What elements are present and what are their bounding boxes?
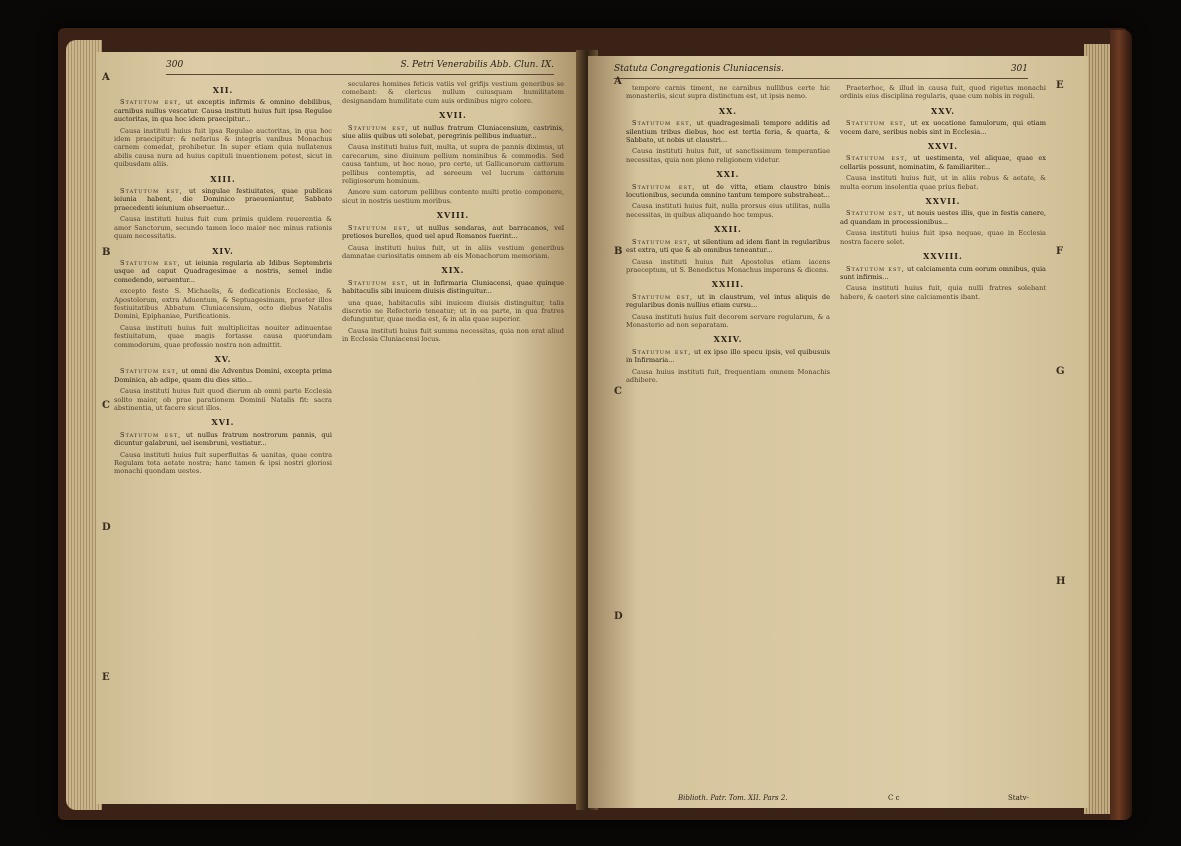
section-text: ut omni die Adventus Domini, excepta prima Dominica, ab adipe, quam diu dies sitio... [114, 367, 332, 384]
section-text: ut silentium ad idem fiant in regularibus est extra, uti que & ab omnibus teneantur... [626, 237, 830, 255]
margin-letter: D [614, 611, 623, 622]
section-text: ut nullus fratrum Cluniacensium, castrinis, siue aliis quibus uti solebat, peregrinis pellibus induatur... [342, 123, 564, 141]
section-text: ut nouis uestes illis, que in festis canere, ad quandam in processionibus... [840, 209, 1046, 226]
section-lead: Statutum est, [846, 119, 907, 128]
margin-letter: B [614, 246, 623, 257]
section-text: ut exceptis infirmis & omnino debilibus, carnibus nullus vescatur. Causa instituti huius fuit ipsa Regulae auctoritas, in qua hoc idem praecipitur... [114, 98, 332, 124]
left-running-head [166, 60, 554, 75]
section-number: XV. [214, 353, 232, 364]
section: XXIII. Statutum est, ut in claustrum, vel intus aliquis de regularibus donis nullius etiam cursu... Causa instituti huius fuit decorem servare regularum, & a Monasterio ad non separatam. [626, 279, 830, 329]
section: XIV. Statutum est, ut ieiunia regularia ab Idibus Septembris usque ad caput Quadragesimae a nostris, semel indie comedendo, seruentur... excepto festo S. Michaelis, & dedicationis Ecclesiae, & Apostolorum, extra Aduentum, & Septuagesimam, praeter illos festiuitatibus Abbatum Cluniacensium, octo diebus Natalis Domini, Epiphaniae, Purificationis. Causa instituti huius fuit multiplicitas nouiter adinuentae festiuitatum, quae magis fortasse causa quorundam commodorum, quae professio nostra non admittit. [114, 245, 332, 349]
section-text: ut uestimenta, vel aliquae, quae ex cellariis possunt, nominatim, & familiariter... [840, 154, 1046, 171]
section-number: XXVII. [925, 196, 961, 207]
catchword: Statv- [1008, 794, 1029, 802]
right-page-number: 301 [1010, 64, 1028, 74]
section-lead: Statutum est, [120, 258, 181, 267]
margin-letter: F [1056, 246, 1064, 257]
margin-letter: C [614, 386, 622, 397]
section: XX. Statutum est, ut quadragesimali tempore additis ad silentium tribus diebus, hoc est tertia feria, & quarta, & Sabbato, ut nobis ut claustri... Causa instituti huius fuit, ut sanctissimum temperantiae necessitas, quia non pleno religionem videtur. [626, 105, 830, 164]
right-column-2: Praeterhoc, & illud in causa fuit, quod rigetus monachi ordinis eius disciplina regularis, quae cum nobis in reguli. XXV. Statutum est, ut ex uocatione famulorum, qui etiam vocem dare, seribus nobis sint in Ecclesia... XXVI. Statutum est, ut uestimenta, vel aliquae, quae ex cellariis possunt, nominatim, & familiariter... Causa instituti huius fuit, ut in aliis rebus & aetate, & multa eorum insolentia quae prius fiebat. XXVII. Statutum est, ut nouis uestes illis, que in festis canere, ad quandam in processionibus... Causa instituti huius fuit ipsa nequae, quae in Ecclesia nostra facere solet. XXVIII. Statutum est, ut calciamenta cum eorum omnibus, quia sunt infirmis... Causa instituti huius fuit, quia nulli fratres solebant habere, & caeteri sine calciamentis ibant. [840, 84, 1046, 301]
section-number: XIII. [210, 173, 236, 184]
section-lead: Statutum est, [846, 264, 905, 273]
section: XVIII. Statutum est, ut nullus sendaras, aut barracanos, vel pretiosos burellos, quod uel apud Romanos fuerint... Causa instituti huius fuit, ut in aliis vestium generibus damnatae curiositatis omnem ab eis Monachorum memoriam. [342, 210, 564, 260]
section-text: ut ieiunia regularia ab Idibus Septembris usque ad caput Quadragesimae a nostris, semel indie comedendo, seruentur... [114, 258, 332, 284]
section: XVI. Statutum est, ut nullus fratrum nostrorum pannis, qui dicuntur galabruni, uel isembruni, vestiatur... Causa instituti huius fuit superfluitas & uanitas, quae contra Regulam tota aetate nostra; hanc tamen & ipsi nostri gloriosi monachi quondam uestes. [114, 417, 332, 476]
section-text: ut calciamenta cum eorum omnibus, quia sunt infirmis... [840, 264, 1046, 281]
left-running-title: S. Petri Venerabilis Abb. Clun. IX. [400, 60, 554, 70]
section-text: ut ex uocatione famulorum, qui etiam vocem dare, seribus nobis sint in Ecclesia... [840, 119, 1046, 136]
margin-letter: B [102, 247, 111, 258]
section: XXII. Statutum est, ut silentium ad idem fiant in regularibus est extra, uti que & ab omnibus teneantur... Causa instituti huius fuit Apostolus etiam iacens praeceptum, ut S. Benedictus Monachus imperans & dicens. [626, 224, 830, 274]
section-text: ut quadragesimali tempore additis ad silentium tribus diebus, hoc est tertia feria, & quarta, & Sabbato, ut nobis ut claustri... [626, 119, 830, 145]
section-number: XVI. [211, 417, 235, 428]
margin-letter: E [1056, 80, 1064, 91]
section-lead: Statutum est, [632, 182, 696, 191]
section: XIX. Statutum est, ut in Infirmaria Cluniacensi, quae quinque habitaculis sibi inuicem diuisis distinguitur... una quae, habitaculis sibi inuicem diuisis distinguitur, talis discretio ne Refectorio teneatur; ut in ea parte, in qua fratres defunguntur, quae media est, & in alia quae superior. Causa instituti huius fuit summa necessitas, quia non erat aliud in Ecclesia Cluniacensi locus. [342, 265, 564, 344]
section: XXVIII. Statutum est, ut calciamenta cum eorum omnibus, quia sunt infirmis... Causa instituti huius fuit, quia nulli fratres solebant habere, & caeteri sine calciamentis ibant. [840, 251, 1046, 301]
right-running-head [614, 64, 1028, 79]
section-lead: Statutum est, [846, 209, 906, 218]
section-text: ut singulae festiuitates, quae publicas ieiunia habent, die Dominico praeueniantur, Sabbato praecedenti ieiunium obseruetur... [114, 187, 332, 212]
section-lead: Statutum est, [632, 119, 693, 128]
right-column-1: tempore carnis timent, ne carnibus nullibus certe hic monasteriis, sicut supra distinctum est, ut ipsis nemo. XX. Statutum est, ut quadragesimali tempore additis ad silentium tribus diebus, hoc est tertia feria, & quarta, & Sabbato, ut nobis ut claustri... Causa instituti huius fuit, ut sanctissimum temperantiae necessitas, quia non pleno religionem videtur. XXI. Statutum est, ut de vitta, etiam claustro binis locutionibus, secunda omnino tantum tempore substraheat... Causa instituti huius fuit, nulla prorsus eius utilitas, nulla necessitas, in quibus aliquando hoc tempus. XXII. Statutum est, ut silentium ad idem fiant in regularibus est extra, uti que & ab omnibus teneantur... Causa instituti huius fuit Apostolus etiam iacens praeceptum, ut S. Benedictus Monachus imperans & dicens. XXIII. Statutum est, ut in claustrum, vel intus aliquis de regularibus donis nullius etiam cursu... Causa instituti huius fuit decorem servare regularum, & a Monasterio ad non separatam. XXIV. Statutum est, ut ex ipso illo specu ipsis, vel quibusuis in Infirmaria... Causa huius instituti fuit, frequentiam omnem Monachis adhibere. [626, 84, 830, 384]
section-number: XVII. [439, 110, 467, 121]
section-number: XVIII. [436, 210, 470, 221]
section-lead: Statutum est, [632, 347, 692, 356]
right-page [588, 56, 1088, 808]
section-number: XXIII. [711, 279, 745, 290]
section-lead: Statutum est, [632, 292, 694, 301]
cover-edge-right [1110, 30, 1132, 820]
section: XV. Statutum est, ut omni die Adventus Domini, excepta prima Dominica, ab adipe, quam diu dies sitio... Causa instituti huius fuit quod dierum ab omni parte Ecclesia solito maior, ob prae parationem Dominii Natalis fit: sacra abstinentia, ut facere sicut illos. [114, 353, 332, 412]
left-page-number: 300 [166, 60, 184, 70]
section-lead: Statutum est, [120, 98, 182, 107]
section-number: XXVIII. [923, 251, 963, 262]
signature-mark: C c [888, 794, 900, 802]
margin-letter: D [102, 522, 111, 533]
section-number: XX. [718, 105, 738, 116]
left-column-1 [114, 80, 332, 782]
section-number: XXIV. [713, 334, 743, 345]
section-lead: Statutum est, [846, 154, 908, 163]
section-number: XXI. [716, 169, 740, 180]
margin-letter: C [102, 400, 110, 411]
margin-letter: G [1056, 366, 1065, 377]
margin-letter: A [102, 72, 110, 83]
section-text: ut nullus sendaras, aut barracanos, vel pretiosos burellos, quod uel apud Romanos fuerint... [342, 223, 564, 241]
section: XXVI. Statutum est, ut uestimenta, vel aliquae, quae ex cellariis possunt, nominatim, & familiariter... Causa instituti huius fuit, ut in aliis rebus & aetate, & multa eorum insolentia quae prius fiebat. [840, 141, 1046, 191]
section-number: XXVI. [927, 141, 959, 152]
right-running-title: Statuta Congregationis Cluniacensis. [614, 64, 784, 74]
section-lead: Statutum est, [120, 367, 179, 376]
section: XXIV. Statutum est, ut ex ipso illo specu ipsis, vel quibusuis in Infirmaria... Causa huius instituti fuit, frequentiam omnem Monachis adhibere. [626, 334, 830, 384]
section-text: ut in claustrum, vel intus aliquis de regularibus donis nullius etiam cursu... [626, 292, 830, 310]
section: XVII. Statutum est, ut nullus fratrum Cluniacensium, castrinis, siue aliis quibus uti solebat, peregrinis pellibus induatur... Causa instituti huius fuit, multa, ut supra de pannis diximus, ut carecarum, sine diuinum pellium nominibus & commodis. Sed causa tantum, ut hoc nouo, pro certe, ut Gallicanorum cattorum pellibus contemptis, ad sereeum vel lucrum cattorum religiosorum hominum. Amore sum catorum pellibus contento multi pretio componere, sicut in nostris uestium moribus. [342, 110, 564, 205]
section-number: XXII. [714, 224, 742, 235]
section: XIII. Statutum est, ut singulae festiuitates, quae publicas ieiunia habent, die Dominico praeueniantur, Sabbato praecedenti ieiunium obseruetur... Causa instituti huius fuit cum primis quidem reuerentia & amor Sanctorum, secundo tamen loco maior nec minus rationis quam necessitatis. [114, 173, 332, 241]
section-lead: Statutum est, [120, 430, 182, 439]
section-lead: Statutum est, [120, 187, 183, 196]
section-text: ut de vitta, etiam claustro binis locutionibus, secunda omnino tantum tempore substraheat... [626, 182, 830, 200]
section-number: XXV. [930, 105, 955, 116]
section-number: XIV. [212, 245, 234, 256]
section-lead: Statutum est, [632, 237, 691, 246]
section-text: ut nullus fratrum nostrorum pannis, qui dicuntur galabruni, uel isembruni, vestiatur... [114, 430, 332, 448]
section-lead: Statutum est, [348, 278, 409, 287]
section-number: XIX. [441, 265, 465, 276]
section: XXVII. Statutum est, ut nouis uestes illis, que in festis canere, ad quandam in processionibus... Causa instituti huius fuit ipsa nequae, quae in Ecclesia nostra facere solet. [840, 196, 1046, 246]
margin-letter: E [102, 672, 110, 683]
section: XII. Statutum est, ut exceptis infirmis & omnino debilibus, carnibus nullus vescatur. Causa instituti huius fuit ipsa Regulae auctoritas, in qua hoc idem praecipitur... Causa instituti huius fuit ipsa Regulae auctoritas, in qua hoc idem praecipitur: & nefarius & integris vanibus Monachus carnem comedat, prohibetur. In super etiam quia nullatenus abilis causa nura ad huius capituli inuentionem potest, sicut in quibusdam aliis. [114, 85, 332, 169]
left-column-2: seculares homines feticis vatiis vel grifijs vestium generibus se comebant: & clericus nullum cuiusquam humilitatem designandam humilitate cum suis ordinibus nigro colore. XVII. Statutum est, ut nullus fratrum Cluniacensium, castrinis, siue aliis quibus uti solebat, peregrinis pellibus induatur... Causa instituti huius fuit, multa, ut supra de pannis diximus, ut carecarum, sine diuinum pellium nominibus & commodis. Sed causa tantum, ut hoc nouo, pro certe, ut Gallicanorum cattorum pellibus contemptis, ad sereeum vel lucrum cattorum religiosorum hominum. Amore sum catorum pellibus contento multi pretio componere, sicut in nostris uestium moribus. XVIII. Statutum est, ut nullus sendaras, aut barracanos, vel pretiosos burellos, quod uel apud Romanos fuerint... Causa instituti huius fuit, ut in aliis vestium generibus damnatae curiositatis omnem ab eis Monachorum memoriam. XIX. Statutum est, ut in Infirmaria Cluniacensi, quae quinque habitaculis sibi inuicem diuisis distinguitur... una quae, habitaculis sibi inuicem diuisis distinguitur, talis discretio ne Refectorio teneatur; ut in ea parte, in qua fratres defunguntur, quae media est, & in alia quae superior. Causa instituti huius fuit summa necessitas, quia non erat aliud in Ecclesia Cluniacensi locus. [342, 80, 564, 344]
section-lead: Statutum est, [348, 123, 409, 132]
section-lead: Statutum est, [348, 223, 411, 232]
margin-letter: A [614, 76, 622, 87]
section-text: ut ex ipso illo specu ipsis, vel quibusuis in Infirmaria... [626, 347, 830, 365]
section-text: ut in Infirmaria Cluniacensi, quae quinque habitaculis sibi inuicem diuisis distinguitur... [342, 278, 564, 296]
margin-letter: H [1056, 576, 1066, 587]
section: XXI. Statutum est, ut de vitta, etiam claustro binis locutionibus, secunda omnino tantum tempore substraheat... Causa instituti huius fuit, nulla prorsus eius utilitas, nulla necessitas, in quibus aliquando hoc tempus. [626, 169, 830, 219]
left-page [96, 52, 584, 804]
section [840, 107, 1046, 136]
book-footer: Biblioth. Patr. Tom. XII. Pars 2. [678, 794, 788, 802]
section-number: XII. [212, 85, 234, 95]
